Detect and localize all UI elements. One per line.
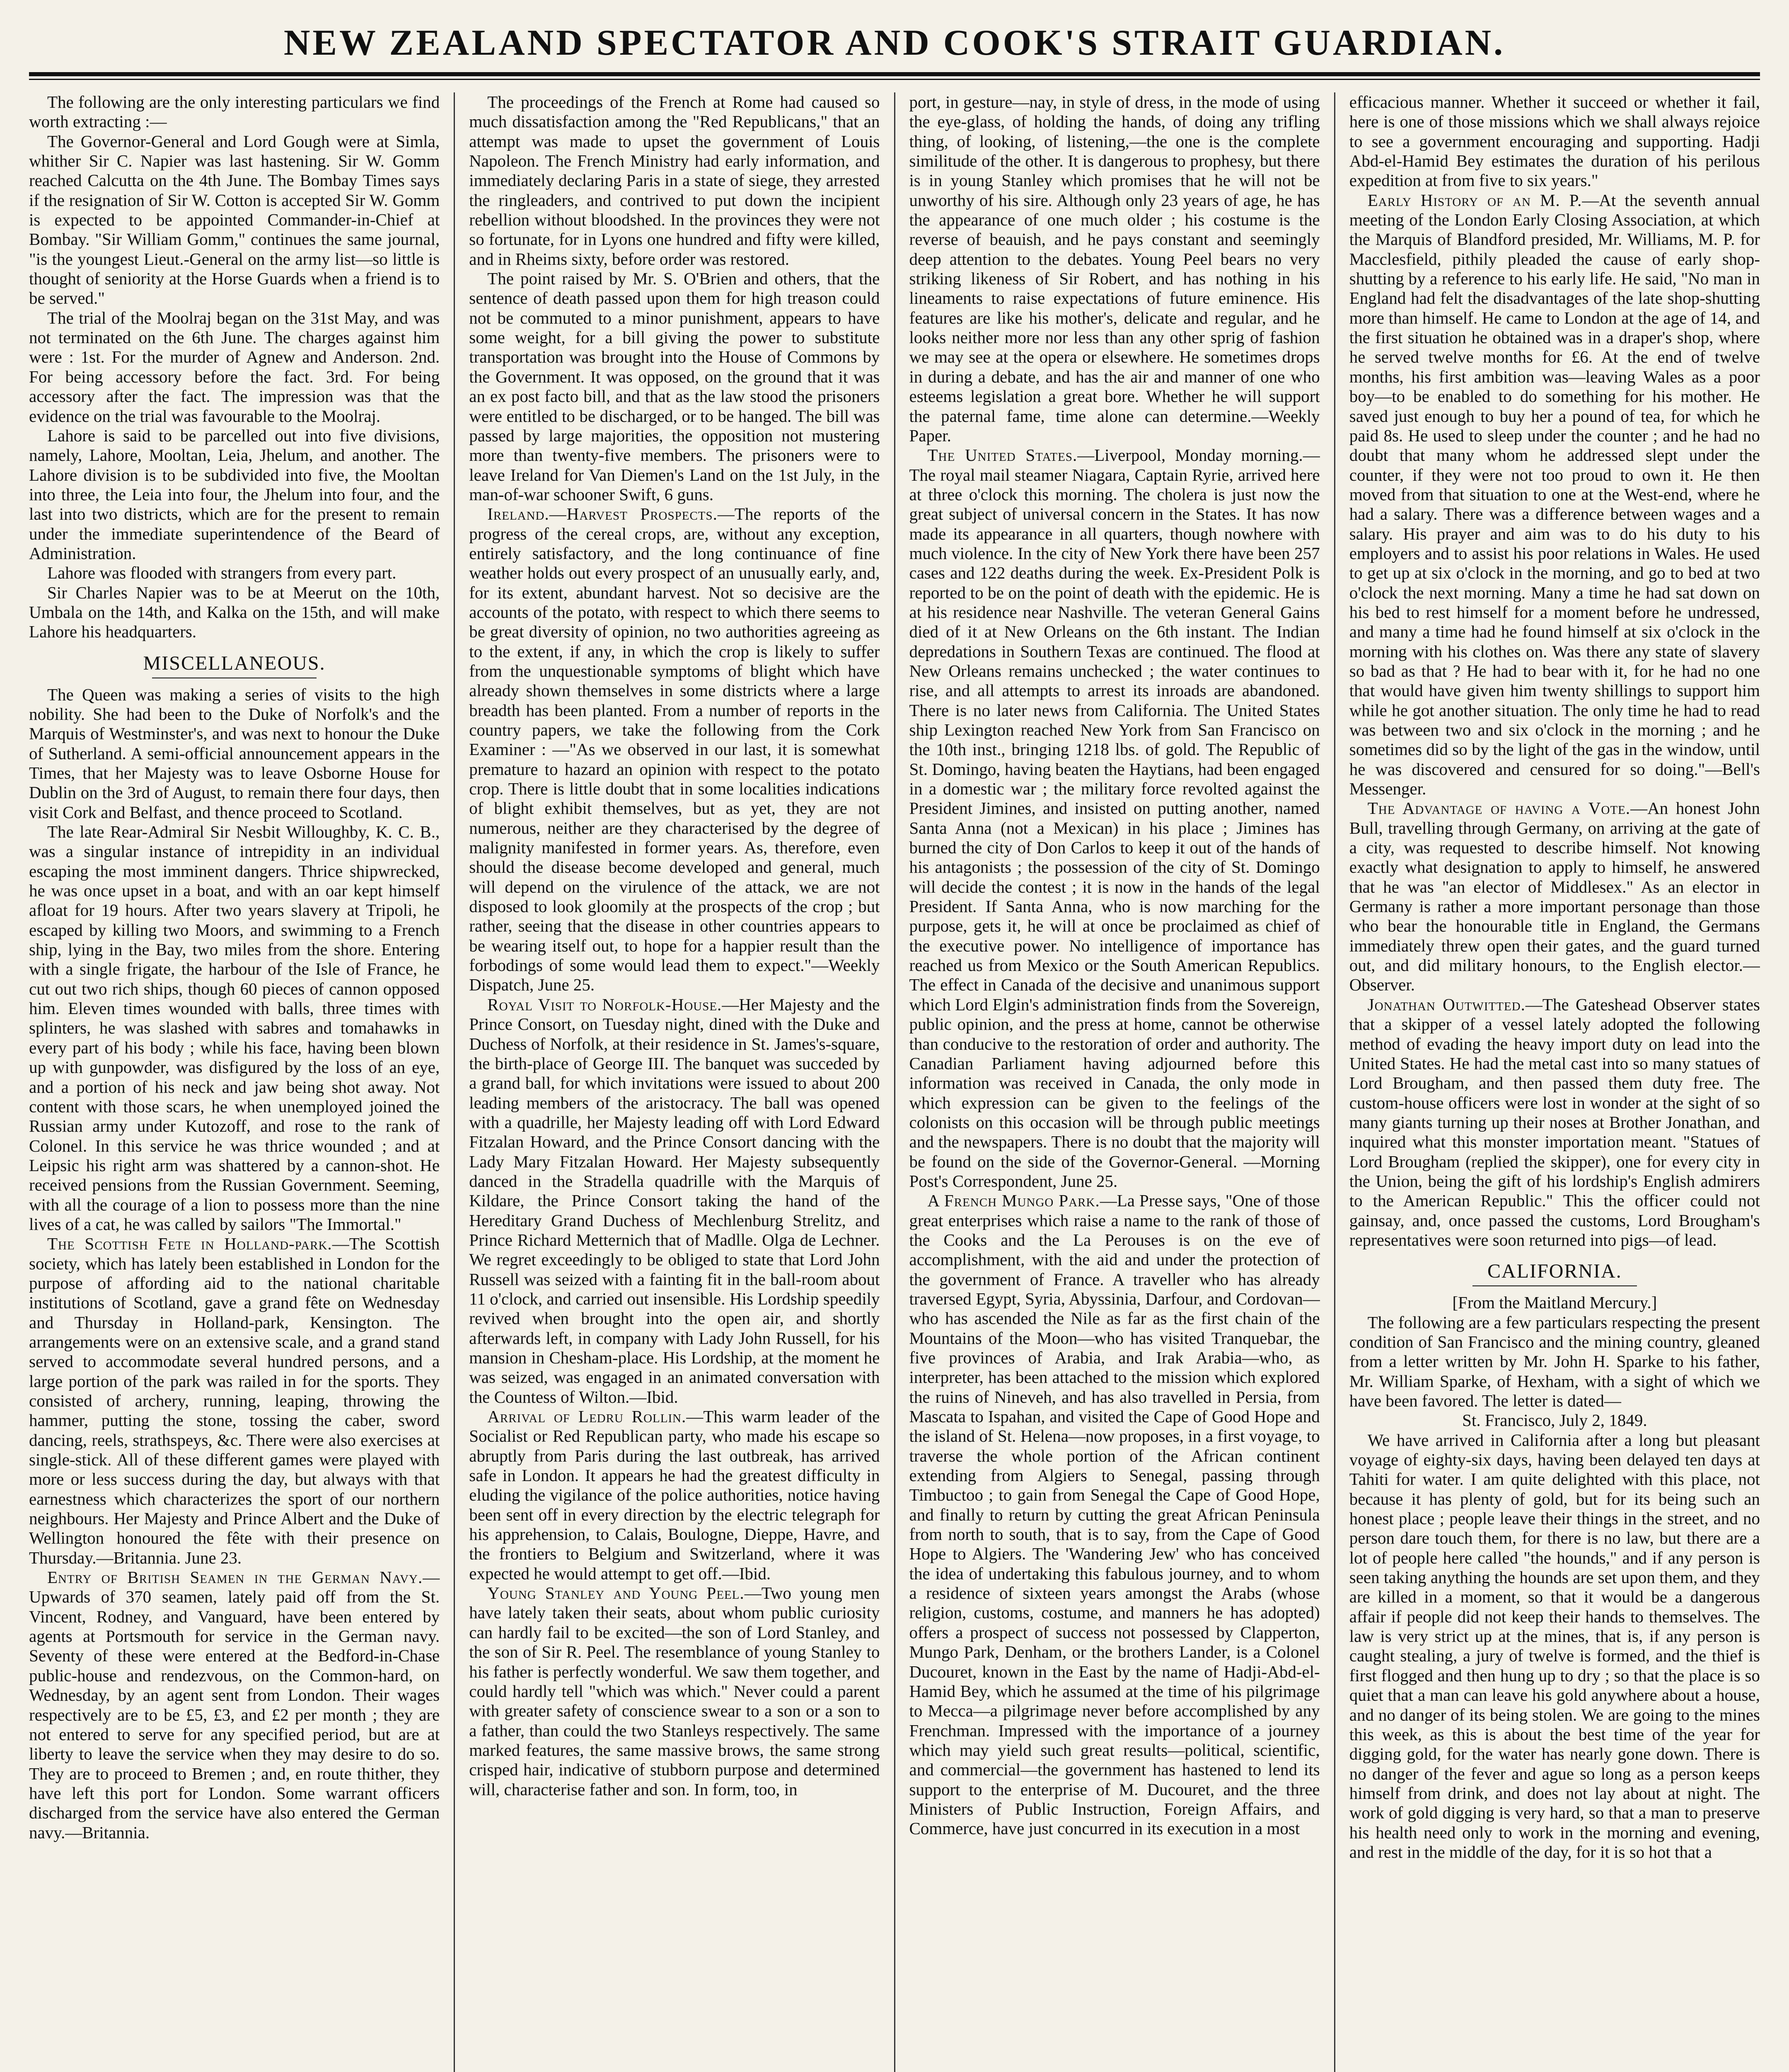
lahore-flooded-paragraph: Lahore was flooded with strangers from every part. bbox=[47, 563, 396, 583]
masthead-title: NEW ZEALAND SPECTATOR AND COOK'S STRAIT GUARDIAN. bbox=[283, 23, 1506, 63]
india-intro: The following are the only interesting particulars we find worth extracting :— bbox=[29, 92, 440, 131]
section-heading-california: CALIFORNIA. bbox=[1349, 1261, 1760, 1286]
queen-visits-paragraph: The Queen was making a series of visits to the high nobility. She had been to the Duke of Norfolk's and the Marquis of Westminster's, and was next to honour the Duke of Sutherland. A semi-official announcement appears in the Times, that her Majesty was to leave Osborne House for Dublin on the 3rd of August, to remain there four days, then visit Cork and Belfast, and thence proceed to Scotland. bbox=[29, 685, 440, 822]
section-heading-miscellaneous: MISCELLANEOUS. bbox=[29, 654, 440, 678]
jonathan-headline: Jonathan Outwitted. bbox=[1367, 995, 1525, 1014]
moolraj-trial-paragraph: The trial of the Moolraj began on the 31st May, and was not terminated on the 6th June. The charges against him were : 1st. For the murder of Agnew and Anderson. 2nd. For being accessory before the fact. 3rd. For being accessory after the fact. The impression was that the evidence on the trial was favourable to the Moolraj. bbox=[29, 308, 440, 426]
ledru-rollin-article bbox=[469, 1407, 880, 1583]
scottish-fete-body: —The Scottish society, which has lately been established in London for the purpose of affording aid to the national charitable institutions of Scotland, gave a grand fête on Wednesday and Thursday in Holland-park, Kensington. The arrangements were on an extensive scale, and a grand stand served to accommodate several hundred persons, and a large portion of the park was railed in for the sports. They consisted of archery, running, leaping, throwing the hammer, putting the stone, tossing the caber, sword dancing, reels, strathspeys, &c. There were also exercises at single-stick. All of these different games were played with more or less success during the day, but always with that earnestness which characterizes the sport of our northern neighbours. Her Majesty and Prince Albert and the Duke of Wellington honoured the fête with their presence on Thursday.—Britannia. June 23. bbox=[29, 1234, 440, 1567]
masthead-rule-thick bbox=[29, 72, 1760, 76]
column-2 bbox=[455, 92, 895, 2072]
united-states-article bbox=[909, 445, 1320, 1191]
india-governor-paragraph: The Governor-General and Lord Gough were at Simla, whither Sir C. Napier was last hastening. Sir W. Gomm reached Calcutta on the 4th June. The Bombay Times says if the resignation of Sir W. Cotton is accepted Sir W. Gomm is expected to be appointed Commander-in-Chief at Bombay. "Sir William Gomm," continues the same journal, "is the youngest Lieut.-General on the army list—so little is thought of seniority at the Horse Guards when a friend is to be served." bbox=[29, 131, 440, 308]
royal-visit-article bbox=[469, 995, 880, 1407]
scottish-fete-headline: The Scottish Fete in Holland-park. bbox=[47, 1234, 332, 1254]
california-letter-body: We have arrived in California after a long but pleasant voyage of eighty-six days, having been delayed ten days at Tahiti for water. I am quite delighted with this place, not because it has plenty of gold, but for its being such an honest place ; people leave their things in the street, and no person dare touch them, for there is no law, but there are a lot of people here called "the hounds," and if any person is seen taking anything the hounds are set upon them, and they are killed in a moment, so that it would be a dangerous affair if people did not keep their hands to themselves. The law is very strict up at the mines, that is, if any person is caught stealing, a jury of twelve is formed, and the thief is first flogged and then hung up to dry ; so that the place is so quiet that a man can leave his gold anywhere about a house, and no danger of its being stolen. We are going to the mines this week, as this is about the best time of the year for digging gold, for the water has nearly gone down. There is no danger of the fever and ague so long as a person keeps himself from drink, and does not lay about at night. The work of gold digging is very hard, so that a man to preserve his health need only to work in the morning and evening, and rest in the middle of the day, for it is so hot that a bbox=[1349, 1430, 1760, 1861]
german-navy-body: —Upwards of 370 seamen, lately paid off from the St. Vincent, Rodney, and Vanguard, have been entered by agents at Portsmouth for service in the German navy. Seventy of these were entered at the Bedford-in-Chase public-house and rendezvous, on the Common-hard, on Wednesday, by an agent sent from London. Their wages respectively are to be £5, £3, and £2 per month ; they are not entered to serve for any specified period, but are at liberty to leave the service when they may desire to do so. They are to proceed to Bremen ; and, en route thither, they have left this port for London. Some warrant officers discharged from the service have also entered the German navy.—Britannia. bbox=[29, 1568, 440, 1842]
columns bbox=[29, 92, 1760, 2072]
ireland-harvest-article bbox=[469, 504, 880, 995]
masthead-rule-thin bbox=[29, 79, 1760, 80]
willoughby-paragraph: The late Rear-Admiral Sir Nesbit Willoughby, K. C. B., was a singular instance of intrepidity in an individual escaping the most imminent dangers. Thrice shipwrecked, he was once upset in a boat, and with an oar kept himself afloat for 19 hours. After two years slavery at Tripoli, he escaped by killing two Moors, and swimming to a French ship, lying in the Bay, two miles from the shore. Entering with a single frigate, the harbour of the Isle of France, he cut out two rich ships, though 60 pieces of cannon opposed him. Eleven times wounded with balls, three times with splinters, he was slashed with sabres and tomahawks in every part of his body ; while his face, having been blown up with gunpowder, was disfigured by the loss of an eye, and a portion of his neck and jaw being shot away. Not content with those scars, he when unemployed joined the Russian army under Kutozoff, and rose to the rank of Colonel. In this service he was thrice wounded ; and at Leipsic his right arm was shattered by a cannon-shot. He received pensions from the Russian Government. Seeming, with all the courage of a lion to possess more than the nine lives of a cat, he was called by sailors "The Immortal." bbox=[29, 822, 440, 1234]
napier-paragraph: Sir Charles Napier was to be at Meerut on the 10th, Umbala on the 14th, and Kalka on the 15th, and will make Lahore his headquarters. bbox=[29, 583, 440, 641]
early-history-headline: Early History of an M. P. bbox=[1367, 190, 1582, 210]
obrien-paragraph: The point raised by Mr. S. O'Brien and others, that the sentence of death passed upon them for high treason could not be commuted to a minor punishment, appears to have some weight, for a bill giving the power to substitute transportation was brought into the House of Commons by the Government. It was opposed, on the ground that it was an ex post facto bill, and that as the law stood the prisoners were entitled to be discharged, or to be hanged. The bill was passed by large majorities, the opposition not mustering more than twenty-five members. The prisoners were to leave Ireland for Van Diemen's Land on the 1st July, in the man-of-war schooner Swift, 6 guns. bbox=[469, 269, 880, 504]
royal-visit-headline: Royal Visit to Norfolk-House. bbox=[487, 995, 722, 1014]
vote-headline: The Advantage of having a Vote. bbox=[1367, 799, 1631, 818]
ledru-rollin-body: —This warm leader of the Socialist or Red Republican party, who made his escape so abruptly from Paris during the last outbreak, has arrived safe in London. It appears he had the greatest difficulty in eluding the vigilance of the police authorities, notice having been sent off in every direction by the electric telegraph for his apprehension, to Calais, Boulogne, Dieppe, Havre, and the frontiers to Belgium and Switzerland, where it was expected he would attempt to get off.—Ibid. bbox=[469, 1407, 880, 1583]
vote-article bbox=[1349, 799, 1760, 995]
vote-body: —An honest John Bull, travelling through Germany, on arriving at the gate of a city, was requested to describe himself. Not knowing exactly what designation to apply to himself, he answered that he was "an elector of Middlesex." As an elector in Germany is rather a more important personage than those who bear the honourable title in England, the Germans immediately threw open their gates, and the guard turned out, and did military honours, to the English elector.—Observer. bbox=[1349, 799, 1760, 995]
united-states-body: —Liverpool, Monday morning.—The royal mail steamer Niagara, Captain Ryrie, arrived here at three o'clock this morning. The cholera is just now the great subject of universal concern in the States. It has now made its appearance in all quarters, though nowhere with much violence. In the city of New York there have been 257 cases and 122 deaths during the week. Ex-President Polk is reported to be on the point of death with the epidemic. He is at his residence near Nashville. The veteran General Gains died of it at New Orleans on the 6th instant. The Indian depredations in Southern Texas are continued. The flood at New Orleans remains unchecked ; the water continues to rise, and all attempts to arrest its inroads are abandoned. There is no later news from California. The United States ship Lexington reached New York from San Francisco on the 10th inst., bringing 1218 lbs. of gold. The Republic of St. Domingo, having beaten the Haytians, had been engaged in a domestic war ; the military force revolted against the President Jimines, and insisted on putting another, named Santa Anna (not a Mexican) in his place ; Jimines has burned the city of Don Carlos to keep it out of the hands of his antagonists ; the possession of the city of St. Domingo will decide the contest ; it is now in the hands of the legal President. If Santa Anna, who is now marching for the purpose, gets it, he will at once be proclaimed as chief of the executive power. No intelligence of importance has reached us from Mexico or the South American Republics. The effect in Canada of the decisive and unanimous support which Lord Elgin's administration finds from the Sovereign, public opinion, and the press at home, cannot be otherwise than conducive to the restoration of order and authority. The Canadian Parliament having adjourned before this information was received in Canada, the only mode in which expression can be given to the feelings of the colonists on this occasion will be through public meetings and the newspapers. There is no doubt that the majority will be found on the side of the Governor-General. —Morning Post's Correspondent, June 25. bbox=[909, 445, 1320, 1191]
jonathan-article bbox=[1349, 995, 1760, 1250]
column-4 bbox=[1335, 92, 1760, 2072]
royal-visit-body: —Her Majesty and the Prince Consort, on Tuesday night, dined with the Duke and Duchess of Norfolk, at their residence in St. James's-square, the birth-place of George III. The banquet was succeded by a grand ball, for which invitations were issued to about 200 leading members of the aristocracy. The ball was opened with a quadrille, her Majesty leading off with Lord Edward Fitzalan Howard, and the Prince Consort dancing with the Lady Mary Fitzalan Howard. Her Majesty subsequently danced in the Stradella quadrille with the Marquis of Kildare, the Prince Consort taking the hand of the Hereditary Grand Duchess of Mechlenburg Strelitz, and Prince Richard Metternich that of Madlle. Olga de Lechner. We regret exceedingly to be obliged to state that Lord John Russell was seized with a fainting fit in the ball-room about 11 o'clock, and carried out insensible. His Lordship speedily revived when brought into the open air, and shortly afterwards left, in company with Lady John Russell, for his mansion in Chesham-place. His Lordship, at the moment he was seized, was engaged in an animated conversation with the Countess of Wilton.—Ibid. bbox=[469, 995, 880, 1406]
ireland-harvest-body: —The reports of the progress of the cereal crops, are, without any exception, entirely satisfactory, and the long continuance of fine weather holds out every prospect of an unusually early, and, for its extent, abundant harvest. Not so decisive are the accounts of the potato, with respect to which there seems to be great diversity of opinion, no two authorities agreeing as to the extent, if any, in which the crop is likely to suffer from the unquestionable symptoms of blight which have already shown themselves in some districts where a large breadth has been planted. From a number of reports in the country papers, we take the following from the Cork Examiner : —"As we observed in our last, it is somewhat premature to hazard an opinion with respect to the potato crop. There is little doubt that in some localities indications of blight exhibit themselves, but as yet, they are not numerous, neither are they characterised by the degree of malignity manifested in former years. As, therefore, even should the disease become developed and general, much will depend on the virulence of the attack, we are not disposed to look gloomily at the prospects of the crop ; but rather, seeing that the disease in other countries appears to be wearing itself out, to hope for a happier result than the forbodings of some would lead them to expect."—Weekly Dispatch, June 25. bbox=[469, 504, 880, 995]
united-states-headline: The United States. bbox=[927, 445, 1078, 465]
column-3 bbox=[895, 92, 1335, 2072]
california-intro: The following are a few particulars respecting the present condition of San Francisco and the mining country, gleaned from a letter written by Mr. John H. Sparke to his father, Mr. William Sparke, of Hexham, with a sight of which we have been favored. The letter is dated— bbox=[1349, 1312, 1760, 1410]
stanley-peel-article bbox=[469, 1583, 880, 1799]
scottish-fete-article bbox=[29, 1234, 440, 1568]
french-mungo-park-article bbox=[909, 1191, 1320, 1838]
german-navy-article bbox=[29, 1568, 440, 1842]
lahore-divisions-paragraph: Lahore is said to be parcelled out into five divisions, namely, Lahore, Mooltan, Leia, Jhelum, and another. The Lahore division is to be subdivided into five, the Mooltan into three, the Leia into four, the Jhelum into four, and the last into two districts, which are for the present to remain under the immediate superintendence of the Beard of Administration. bbox=[29, 426, 440, 563]
mungo-park-continued: efficacious manner. Whether it succeed or whether it fail, here is one of those missions which we shall always rejoice to see a government encouraging and supporting. Hadji Abd-el-Hamid Bey estimates the duration of his perilous expedition at from five to six years." bbox=[1349, 92, 1760, 190]
french-rome-paragraph: The proceedings of the French at Rome had caused so much dissatisfaction among the "Red Republicans," that an attempt was made to upset the government of Louis Napoleon. The French Ministry had early information, and immediately declaring Paris in a state of siege, they arrested the ringleaders, and contrived to put down the incipient rebellion without bloodshed. In the provinces they were not so fortunate, for in Lyons one hundred and fifty were killed, and in Rheims sixty, before order was restored. bbox=[469, 92, 880, 269]
ledru-rollin-headline: Arrival of Ledru Rollin. bbox=[487, 1407, 687, 1426]
french-mungo-park-headline: A French Mungo Park. bbox=[927, 1191, 1100, 1210]
stanley-peel-body: —Two young men have lately taken their seats, about whom public curiosity can hardly fail to be excited—the son of Lord Stanley, and the son of Sir R. Peel. The resemblance of young Stanley to his father is perfectly wonderful. We saw them together, and could hardly tell "which was which." Never could a parent with greater safety of conscience swear to a son or a son to a father, than could the two Stanleys respectively. The same marked features, the same massive brows, the same strong crisped hair, indicative of stubborn purpose and determined will, characterise father and son. In form, too, in bbox=[469, 1583, 880, 1799]
ireland-harvest-headline: Ireland.—Harvest Prospects. bbox=[487, 504, 718, 524]
california-dateline: St. Francisco, July 2, 1849. bbox=[1462, 1411, 1647, 1430]
german-navy-headline: Entry of British Seamen in the German Navy. bbox=[47, 1568, 423, 1587]
french-mungo-park-body: —La Presse says, "One of those great enterprises which raise a name to the rank of those of the Cooks and the La Perouses is on the eve of accomplishment, with the aid and under the protection of the government of France. A traveller who has already traversed Egypt, Syria, Abyssinia, Darfour, and Cordovan—who has ascended the Nile as far as the first chain of the Mountains of the Moon—who has visited Tranquebar, the five provinces of Arabia, and Irak Arabia—who, as interpreter, has been attached to the mission which explored the ruins of Nineveh, and has also travelled in Persia, from Mascata to Ispahan, and visited the Cape of Good Hope and the island of St. Helena—now proposes, in a first voyage, to traverse the whole portion of the African continent extending from Algiers to Senegal, passing through Timbuctoo ; to gain from Senegal the Cape of Good Hope, and finally to return by cutting the great African Peninsula from north to south, that is to say, from the Cape of Good Hope to Algiers. The 'Wandering Jew' who has conceived the idea of undertaking this fabulous journey, and to whom a residence of sixteen years amongst the Arabs (whose religion, customs, costume, and manners he has adopted) offers a prospect of success not possessed by Clapperton, Mungo Park, Denham, or the brothers Lander, is a Colonel Ducouret, known in the East by the name of Hadji-Abd-el-Hamid Bey, which he assumed at the time of his pilgrimage to Mecca—a pilgrimage never before accomplished by any Frenchman. Impressed with the importance of a journey which may yield such great results—political, scientific, and commercial—the government has hastened to lend its support to the enterprise of M. Ducouret, and the three Ministers of Public Instruction, Foreign Affairs, and Commerce, have just concurred in its execution in a most bbox=[909, 1191, 1320, 1838]
column-1 bbox=[29, 92, 455, 2072]
stanley-peel-continued: port, in gesture—nay, in style of dress, in the mode of using the eye-glass, of holding the hands, of doing any trifling thing, of looking, of listening,—the one is the complete similitude of the other. It is dangerous to prophesy, but there is in young Stanley which promises that he will not be unworthy of his sire. Although only 23 years of age, he has the appearance of one much older ; his costume is the reverse of beauish, and he pays constant and seemingly deep attention to the debates. Young Peel bears no very striking likeness of Sir Robert, and has nothing in his lineaments to raise expectations of future eminence. His features are like his mother's, delicate and regular, and he looks neither more nor less than any other sprig of fashion we may see at the opera or elsewhere. He sometimes drops in during a debate, and has the air and manner of one who esteems legislation a great bore. Whether he will support the paternal fame, time alone can determine.—Weekly Paper. bbox=[909, 92, 1320, 445]
early-history-body: —At the seventh annual meeting of the London Early Closing Association, at which the Marquis of Blandford presided, Mr. Williams, M. P. for Macclesfield, pithily pleaded the cause of early shop-shutting by a reference to his early life. He said, "No man in England had felt the disadvantages of the late shop-shutting more than himself. He came to London at the age of 14, and the first situation he obtained was in a draper's shop, where he served twelve months for £6. At the end of twelve months, his first ambition was—leaving Wales as a poor boy—to be enabled to do something for his mother. He saved just enough to buy her a pound of tea, for which he paid 8s. He used to sleep under the counter ; and he had no doubt that many whom he addressed slept under the counter, if they were not too proud to own it. He then moved from that situation to one at the West-end, where he had a salary. There was a difference between wages and a salary. His prayer and aim was to do his duty to his employers and to assist his poor relations in Wales. He used to get up at six o'clock in the morning, and go to bed at two o'clock the next morning. Many a time he had sat down on his bed to rest himself for a moment before he undressed, and many a time had he found himself at six o'clock in the morning with his clothes on. Was there any state of slavery so bad as that ? He had to bear with it, for he had no one that would have given him twenty shillings to support him while he got another situation. The only time he had to read was between two and six o'clock in the morning ; and he sometimes did so by the light of the gas in the window, until he was discovered and censured for so doing."—Bell's Messenger. bbox=[1349, 190, 1760, 799]
california-source: [From the Maitland Mercury.] bbox=[1452, 1293, 1657, 1312]
stanley-peel-headline: Young Stanley and Young Peel. bbox=[487, 1583, 745, 1603]
early-history-article bbox=[1349, 191, 1760, 799]
jonathan-body: —The Gateshead Observer states that a skipper of a vessel lately adopted the following method of evading the heavy import duty on lead into the United States. He had the metal cast into so many statues of Lord Brougham, and then passed them duty free. The custom-house officers were lost in wonder at the sight of so many giants turning up their noses at Brother Jonathan, and inquired what this monster importation meant. "Statues of Lord Brougham (replied the skipper), one for every city in the Union, being the gift of his lordship's English admirers to the American Republic." This the officer could not gainsay, and, once passed the customs, Lord Brougham's representatives were soon returned into pigs—of lead. bbox=[1349, 995, 1760, 1249]
